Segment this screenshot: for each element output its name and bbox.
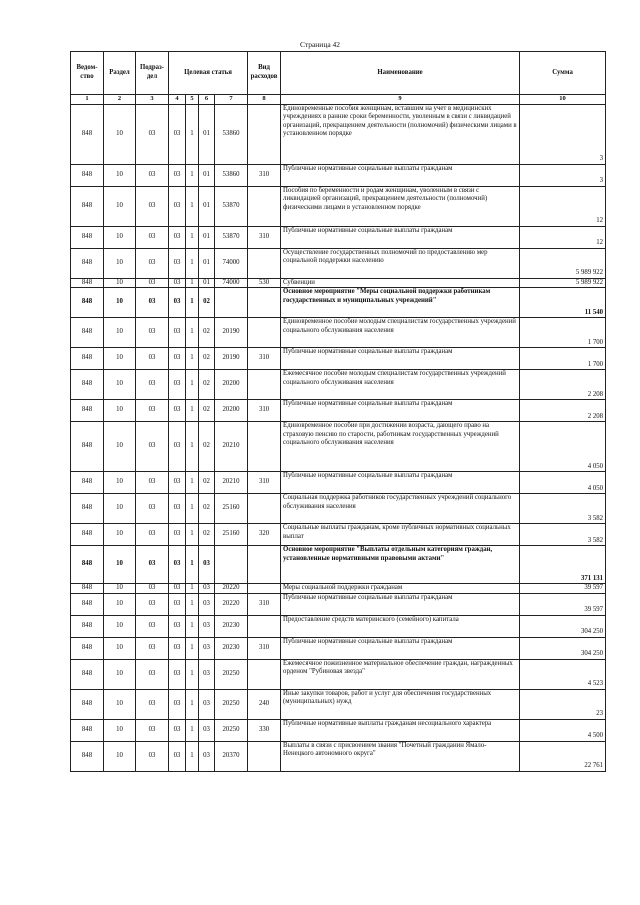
cell-target-1: 03: [169, 318, 186, 348]
cell-expense-type: 310: [248, 472, 281, 494]
cell-target-2: 1: [186, 248, 199, 278]
table-row: [71, 318, 606, 348]
cell-target-3: 02: [199, 400, 215, 422]
cell-target-1: 03: [169, 422, 186, 472]
cell-section: 10: [104, 615, 136, 637]
header-subsection: Подраз-дел: [136, 52, 169, 95]
cell-target-3: 03: [199, 584, 215, 594]
cell-target-2: 1: [186, 370, 199, 400]
cell-target-3: 02: [199, 524, 215, 546]
cell-department: 848: [71, 741, 104, 771]
cell-name: Пособия по беременности и родам женщинам, уволенным в связи с ликвидацией организаций, прекращением деятельности (полномочий) физическими лицами в установленном порядке: [281, 186, 520, 226]
cell-target-2: 1: [186, 400, 199, 422]
cell-target-3: 03: [199, 593, 215, 615]
cell-section: 10: [104, 422, 136, 472]
cell-section: 10: [104, 348, 136, 370]
cell-target-2: 1: [186, 288, 199, 318]
cell-section: 10: [104, 164, 136, 186]
table-row: [71, 400, 606, 422]
col-number: 8: [248, 95, 281, 105]
cell-target-1: 03: [169, 615, 186, 637]
cell-target-4: 20370: [215, 741, 248, 771]
table-row: [71, 104, 606, 164]
cell-target-2: 1: [186, 318, 199, 348]
cell-subsection: 03: [136, 659, 169, 689]
cell-target-4: 20190: [215, 348, 248, 370]
cell-sum: 3: [520, 104, 606, 164]
header-sum: Сумма: [520, 52, 606, 95]
cell-section: 10: [104, 546, 136, 584]
cell-target-1: 03: [169, 524, 186, 546]
cell-target-1: 03: [169, 288, 186, 318]
cell-subsection: 03: [136, 248, 169, 278]
cell-department: 848: [71, 400, 104, 422]
col-number: 2: [104, 95, 136, 105]
cell-department: 848: [71, 186, 104, 226]
cell-department: 848: [71, 494, 104, 524]
cell-target-2: 1: [186, 472, 199, 494]
cell-target-2: 1: [186, 186, 199, 226]
cell-target-4: 53870: [215, 186, 248, 226]
cell-target-1: 03: [169, 186, 186, 226]
cell-subsection: 03: [136, 318, 169, 348]
cell-subsection: 03: [136, 288, 169, 318]
table-row: [71, 348, 606, 370]
cell-section: 10: [104, 659, 136, 689]
cell-target-1: 03: [169, 278, 186, 288]
cell-expense-type: 320: [248, 524, 281, 546]
cell-expense-type: [248, 422, 281, 472]
cell-sum: 12: [520, 226, 606, 248]
cell-target-1: 03: [169, 472, 186, 494]
cell-target-2: 1: [186, 494, 199, 524]
cell-target-3: 01: [199, 186, 215, 226]
table-row: [71, 278, 606, 288]
cell-sum: 1 700: [520, 348, 606, 370]
cell-sum: 3 582: [520, 524, 606, 546]
cell-sum: 39 597: [520, 584, 606, 594]
col-number: 9: [281, 95, 520, 105]
cell-target-2: 1: [186, 422, 199, 472]
table-row: [71, 637, 606, 659]
cell-department: 848: [71, 318, 104, 348]
cell-name: Осуществление государственных полномочий по предоставлению мер социальной поддержки населению: [281, 248, 520, 278]
cell-name: Субвенции: [281, 278, 520, 288]
cell-sum: 5 989 922: [520, 248, 606, 278]
col-number: 7: [215, 95, 248, 105]
cell-department: 848: [71, 164, 104, 186]
cell-department: 848: [71, 546, 104, 584]
cell-target-3: 02: [199, 472, 215, 494]
cell-target-1: 03: [169, 400, 186, 422]
cell-subsection: 03: [136, 186, 169, 226]
cell-target-2: 1: [186, 584, 199, 594]
table-row: [71, 288, 606, 318]
cell-sum: 3 582: [520, 494, 606, 524]
cell-target-2: 1: [186, 719, 199, 741]
col-number: 3: [136, 95, 169, 105]
cell-section: 10: [104, 186, 136, 226]
cell-subsection: 03: [136, 741, 169, 771]
cell-section: 10: [104, 278, 136, 288]
budget-table: [70, 51, 606, 772]
cell-sum: 304 250: [520, 637, 606, 659]
cell-target-2: 1: [186, 615, 199, 637]
cell-sum: 4 500: [520, 719, 606, 741]
column-number-row: [71, 95, 606, 105]
cell-department: 848: [71, 593, 104, 615]
cell-section: 10: [104, 104, 136, 164]
cell-name: Единовременные пособия женщинам, вставшим на учет в медицинских учреждениях в ранние сроки беременности, уволенным в связи с ликвидацией организаций, прекращением деятельности (полномочий) физическими лицами в установленном порядке: [281, 104, 520, 164]
header-name: Наименование: [281, 52, 520, 95]
cell-sum: 23: [520, 689, 606, 719]
cell-expense-type: [248, 494, 281, 524]
cell-department: 848: [71, 422, 104, 472]
cell-target-4: 20250: [215, 659, 248, 689]
cell-subsection: 03: [136, 422, 169, 472]
table-row: [71, 615, 606, 637]
table-row: [71, 164, 606, 186]
cell-target-1: 03: [169, 584, 186, 594]
cell-sum: 22 761: [520, 741, 606, 771]
cell-subsection: 03: [136, 524, 169, 546]
cell-section: 10: [104, 248, 136, 278]
cell-subsection: 03: [136, 104, 169, 164]
cell-target-4: 20190: [215, 318, 248, 348]
cell-target-3: 03: [199, 741, 215, 771]
col-number: 6: [199, 95, 215, 105]
cell-target-2: 1: [186, 637, 199, 659]
table-row: [71, 584, 606, 594]
col-number: 4: [169, 95, 186, 105]
cell-section: 10: [104, 472, 136, 494]
cell-target-4: 20230: [215, 637, 248, 659]
cell-target-2: 1: [186, 348, 199, 370]
cell-subsection: 03: [136, 348, 169, 370]
cell-sum: 2 208: [520, 370, 606, 400]
cell-target-4: 20200: [215, 370, 248, 400]
cell-expense-type: [248, 615, 281, 637]
cell-section: 10: [104, 593, 136, 615]
cell-expense-type: [248, 584, 281, 594]
cell-target-1: 03: [169, 659, 186, 689]
cell-expense-type: [248, 104, 281, 164]
cell-target-3: 03: [199, 615, 215, 637]
cell-name: Иные закупки товаров, работ и услуг для обеспечения государственных (муниципальных) нужд: [281, 689, 520, 719]
cell-target-4: 53870: [215, 226, 248, 248]
cell-sum: 39 597: [520, 593, 606, 615]
cell-name: Единовременное пособие молодым специалистам государственных учреждений социального обслуживания населения: [281, 318, 520, 348]
cell-target-2: 1: [186, 226, 199, 248]
cell-target-3: 01: [199, 104, 215, 164]
cell-target-4: 25160: [215, 524, 248, 546]
cell-sum: 5 989 922: [520, 278, 606, 288]
table-row: [71, 370, 606, 400]
cell-expense-type: 310: [248, 164, 281, 186]
cell-subsection: 03: [136, 719, 169, 741]
cell-subsection: 03: [136, 615, 169, 637]
cell-target-1: 03: [169, 104, 186, 164]
header-dept: Ведом-ство: [71, 52, 104, 95]
cell-target-2: 1: [186, 593, 199, 615]
cell-section: 10: [104, 689, 136, 719]
cell-target-3: 01: [199, 278, 215, 288]
cell-sum: 4 050: [520, 422, 606, 472]
cell-name: Публичные нормативные социальные выплаты гражданам: [281, 400, 520, 422]
cell-name: Единовременное пособие при достижении возраста, дающего право на страховую пенсию по старости, работникам государственных учреждений социального обслуживания населения: [281, 422, 520, 472]
cell-target-2: 1: [186, 689, 199, 719]
cell-target-2: 1: [186, 659, 199, 689]
cell-target-4: 74000: [215, 248, 248, 278]
cell-sum: 11 540: [520, 288, 606, 318]
cell-name: Основное мероприятие "Меры социальной поддержки работникам государственных и муниципальных учреждений": [281, 288, 520, 318]
cell-expense-type: 310: [248, 348, 281, 370]
cell-name: Ежемесячное пожизненное материальное обеспечение граждан, награжденных орденом "Рубиновая звезда": [281, 659, 520, 689]
table-row: [71, 422, 606, 472]
cell-target-1: 03: [169, 348, 186, 370]
cell-target-1: 03: [169, 226, 186, 248]
cell-department: 848: [71, 226, 104, 248]
cell-section: 10: [104, 318, 136, 348]
table-row: [71, 494, 606, 524]
cell-target-4: [215, 288, 248, 318]
cell-section: 10: [104, 226, 136, 248]
cell-target-2: 1: [186, 278, 199, 288]
cell-expense-type: [248, 546, 281, 584]
cell-department: 848: [71, 348, 104, 370]
cell-target-3: 02: [199, 318, 215, 348]
cell-expense-type: 310: [248, 226, 281, 248]
cell-section: 10: [104, 370, 136, 400]
cell-subsection: 03: [136, 546, 169, 584]
cell-expense-type: [248, 288, 281, 318]
header-target: Целевая статья: [169, 52, 248, 95]
cell-department: 848: [71, 719, 104, 741]
table-row: [71, 186, 606, 226]
cell-target-4: 20230: [215, 615, 248, 637]
cell-expense-type: [248, 248, 281, 278]
cell-target-1: 03: [169, 689, 186, 719]
cell-target-2: 1: [186, 524, 199, 546]
cell-expense-type: 310: [248, 637, 281, 659]
cell-subsection: 03: [136, 278, 169, 288]
cell-target-1: 03: [169, 370, 186, 400]
cell-name: Публичные нормативные социальные выплаты гражданам: [281, 472, 520, 494]
header-section: Раздел: [104, 52, 136, 95]
cell-subsection: 03: [136, 689, 169, 719]
cell-target-4: 20200: [215, 400, 248, 422]
table-row: [71, 659, 606, 689]
cell-sum: 371 131: [520, 546, 606, 584]
cell-name: Публичные нормативные социальные выплаты гражданам: [281, 164, 520, 186]
cell-target-3: 03: [199, 689, 215, 719]
col-number: 5: [186, 95, 199, 105]
cell-section: 10: [104, 400, 136, 422]
cell-sum: 12: [520, 186, 606, 226]
cell-name: Публичные нормативные социальные выплаты гражданам: [281, 226, 520, 248]
cell-target-3: 01: [199, 248, 215, 278]
cell-target-3: 01: [199, 164, 215, 186]
table-row: [71, 472, 606, 494]
cell-target-1: 03: [169, 494, 186, 524]
cell-section: 10: [104, 288, 136, 318]
cell-subsection: 03: [136, 593, 169, 615]
cell-sum: 3: [520, 164, 606, 186]
page-number: Страница 42: [299, 40, 341, 49]
cell-target-3: 02: [199, 288, 215, 318]
cell-expense-type: [248, 741, 281, 771]
cell-target-1: 03: [169, 546, 186, 584]
cell-target-2: 1: [186, 741, 199, 771]
table-row: [71, 719, 606, 741]
cell-expense-type: 310: [248, 593, 281, 615]
cell-target-3: 02: [199, 494, 215, 524]
cell-section: 10: [104, 741, 136, 771]
cell-target-4: 20250: [215, 689, 248, 719]
cell-target-3: 03: [199, 659, 215, 689]
cell-department: 848: [71, 104, 104, 164]
cell-name: Публичные нормативные социальные выплаты гражданам: [281, 593, 520, 615]
cell-expense-type: [248, 370, 281, 400]
cell-department: 848: [71, 659, 104, 689]
cell-target-4: 74000: [215, 278, 248, 288]
cell-name: Публичные нормативные социальные выплаты гражданам: [281, 348, 520, 370]
cell-subsection: 03: [136, 584, 169, 594]
cell-department: 848: [71, 637, 104, 659]
cell-target-4: [215, 546, 248, 584]
cell-subsection: 03: [136, 494, 169, 524]
cell-subsection: 03: [136, 164, 169, 186]
cell-name: Основное мероприятие "Выплаты отдельным категориям граждан, установленные нормативными правовыми актами": [281, 546, 520, 584]
cell-target-3: 02: [199, 370, 215, 400]
cell-department: 848: [71, 370, 104, 400]
cell-name: Социальная поддержка работников государственных учреждений социального обслуживания населения: [281, 494, 520, 524]
cell-section: 10: [104, 637, 136, 659]
cell-sum: 4 523: [520, 659, 606, 689]
cell-department: 848: [71, 472, 104, 494]
cell-target-4: 20210: [215, 472, 248, 494]
cell-sum: 1 700: [520, 318, 606, 348]
cell-target-4: 53860: [215, 104, 248, 164]
table-row: [71, 741, 606, 771]
cell-target-1: 03: [169, 248, 186, 278]
col-number: 10: [520, 95, 606, 105]
cell-section: 10: [104, 494, 136, 524]
cell-subsection: 03: [136, 400, 169, 422]
cell-expense-type: 240: [248, 689, 281, 719]
cell-department: 848: [71, 278, 104, 288]
cell-target-4: 20220: [215, 593, 248, 615]
cell-section: 10: [104, 719, 136, 741]
cell-target-4: 20220: [215, 584, 248, 594]
cell-target-2: 1: [186, 104, 199, 164]
cell-subsection: 03: [136, 472, 169, 494]
cell-sum: 2 208: [520, 400, 606, 422]
cell-name: Предоставление средств материнского (семейного) капитала: [281, 615, 520, 637]
table-row: [71, 524, 606, 546]
cell-target-3: 03: [199, 546, 215, 584]
col-number: 1: [71, 95, 104, 105]
cell-target-2: 1: [186, 546, 199, 584]
cell-name: Ежемесячное пособие молодым специалистам государственных учреждений социального обслуживания населения: [281, 370, 520, 400]
cell-name: Выплаты в связи с присвоением звания "Почетный гражданин Ямало-Ненецкого автономного округа": [281, 741, 520, 771]
cell-department: 848: [71, 584, 104, 594]
cell-expense-type: [248, 186, 281, 226]
cell-target-3: 03: [199, 719, 215, 741]
cell-sum: 4 050: [520, 472, 606, 494]
cell-expense-type: [248, 659, 281, 689]
cell-section: 10: [104, 584, 136, 594]
cell-target-3: 01: [199, 226, 215, 248]
cell-department: 848: [71, 524, 104, 546]
cell-expense-type: 330: [248, 719, 281, 741]
table-row: [71, 248, 606, 278]
cell-sum: 304 250: [520, 615, 606, 637]
cell-subsection: 03: [136, 226, 169, 248]
table-row: [71, 689, 606, 719]
cell-department: 848: [71, 615, 104, 637]
cell-expense-type: [248, 318, 281, 348]
cell-section: 10: [104, 524, 136, 546]
cell-target-3: 02: [199, 422, 215, 472]
cell-name: Социальные выплаты гражданам, кроме публичных нормативных социальных выплат: [281, 524, 520, 546]
cell-name: Публичные нормативные социальные выплаты гражданам: [281, 637, 520, 659]
header-expense-type: Вид расходов: [248, 52, 281, 95]
cell-target-1: 03: [169, 741, 186, 771]
cell-target-1: 03: [169, 719, 186, 741]
cell-target-1: 03: [169, 637, 186, 659]
cell-target-3: 03: [199, 637, 215, 659]
cell-target-4: 20210: [215, 422, 248, 472]
cell-expense-type: 310: [248, 400, 281, 422]
header-row: [71, 52, 606, 95]
cell-department: 848: [71, 288, 104, 318]
table-row: [71, 593, 606, 615]
table-row: [71, 226, 606, 248]
cell-target-1: 03: [169, 164, 186, 186]
cell-target-4: 53860: [215, 164, 248, 186]
cell-target-3: 02: [199, 348, 215, 370]
cell-name: Публичные нормативные выплаты гражданам несоциального характера: [281, 719, 520, 741]
table-row: [71, 546, 606, 584]
cell-target-2: 1: [186, 164, 199, 186]
cell-subsection: 03: [136, 370, 169, 400]
cell-expense-type: 530: [248, 278, 281, 288]
cell-target-1: 03: [169, 593, 186, 615]
cell-name: Меры социальной поддержки гражданам: [281, 584, 520, 594]
cell-department: 848: [71, 248, 104, 278]
cell-target-4: 25160: [215, 494, 248, 524]
cell-target-4: 20250: [215, 719, 248, 741]
cell-subsection: 03: [136, 637, 169, 659]
cell-department: 848: [71, 689, 104, 719]
